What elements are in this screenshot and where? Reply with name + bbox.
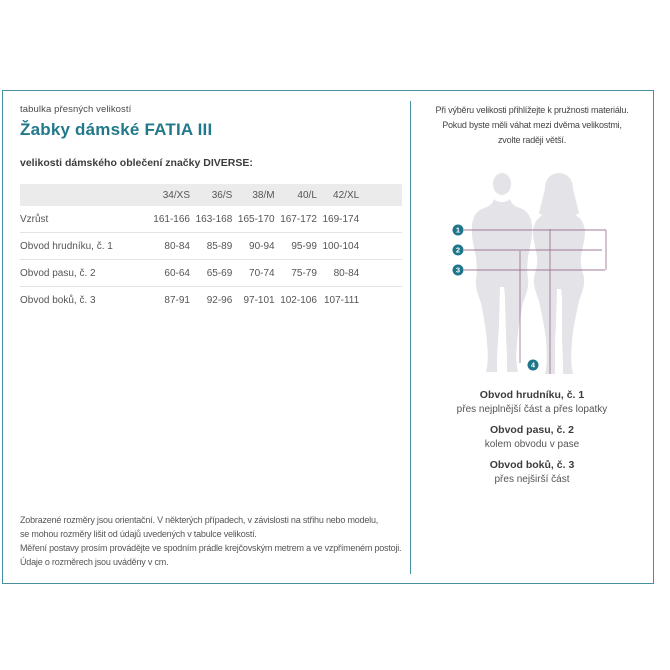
cell-value: 60-64 [148, 260, 190, 287]
size-table-panel [3, 91, 410, 583]
marker-4-label: 4 [530, 360, 536, 370]
advice-line: zvolte raději větší. [497, 135, 567, 145]
cell-value: 95-99 [275, 233, 317, 260]
cell-value: 100-104 [317, 233, 359, 260]
row-label: Obvod pasu, č. 2 [20, 260, 148, 287]
cell-value: 163-168 [190, 206, 232, 233]
page-subtitle: tabulka přesných velikostí [20, 104, 132, 115]
cell-value: 167-172 [275, 206, 317, 233]
page-title: Žabky dámské FATIA III [20, 120, 213, 139]
table-lead: velikosti dámského oblečení značky DIVERSE: [20, 157, 253, 169]
spacer-cell [359, 233, 402, 260]
legend-title: Obvod hrudníku, č. 1 [479, 389, 585, 401]
cell-value: 75-79 [275, 260, 317, 287]
table-row [20, 206, 402, 233]
table-row [20, 260, 402, 287]
row-label: Obvod hrudníku, č. 1 [20, 233, 148, 260]
female-silhouette [530, 173, 585, 374]
cell-value: 70-74 [232, 260, 274, 287]
cell-value: 80-84 [317, 260, 359, 287]
marker-3-label: 3 [455, 265, 461, 275]
measurement-legend [411, 389, 653, 485]
advice-line: Při výběru velikosti přihlížejte k pružnosti materiálu. [435, 105, 629, 115]
row-label: Obvod boků, č. 3 [20, 294, 96, 306]
marker-2-label: 2 [455, 245, 461, 255]
column-header: 40/L [297, 189, 317, 201]
footnote-line: Zobrazené rozměry jsou orientační. V některých případech, v závislosti na střihu nebo modelu, [20, 515, 379, 525]
table-row [20, 233, 402, 260]
male-silhouette [472, 173, 532, 372]
sizing-advice [411, 103, 653, 148]
cell-value: 65-69 [190, 260, 232, 287]
spacer-cell [359, 206, 402, 233]
column-header: 34/XS [162, 189, 190, 201]
cell-value: 87-91 [164, 294, 190, 306]
column-header: 38/M [252, 189, 275, 201]
column-header: 36/S [211, 189, 233, 201]
cell-value: 80-84 [148, 233, 190, 260]
cell-value: 107-111 [323, 294, 360, 306]
row-label: Vzrůst [20, 206, 148, 233]
size-table [20, 184, 402, 313]
legend-desc: přes nejplnější část a přes lopatky [456, 404, 608, 415]
spacer-cell [359, 184, 402, 206]
cell-value: 92-96 [206, 294, 233, 306]
legend-desc: kolem obvodu v pase [484, 439, 580, 450]
footnote-line: Měření postavy prosím provádějte ve spodním prádle krejčovským metrem a ve vzpřímeném postoji. [20, 543, 402, 553]
cell-value: 85-89 [190, 233, 232, 260]
table-row [20, 287, 402, 314]
cell-value: 97-101 [243, 294, 275, 306]
size-table-header-row [20, 184, 402, 206]
footnotes [20, 513, 405, 569]
cell-value: 161-166 [148, 206, 190, 233]
footnote-line: se mohou rozměry lišit od údajů uvedených v tabulce velikostí. [20, 529, 257, 539]
spacer-cell [359, 287, 402, 314]
spacer-cell [359, 260, 402, 287]
cell-value: 90-94 [232, 233, 274, 260]
advice-line: Pokud byste měli váhat mezi dvěma velikostmi, [442, 120, 622, 130]
marker-1-label: 1 [455, 225, 461, 235]
cell-value: 102-106 [280, 294, 317, 306]
body-silhouettes-diagram [424, 167, 640, 379]
measurement-figure [424, 167, 640, 379]
measurement-guide-panel [411, 91, 653, 583]
cell-value: 165-170 [232, 206, 274, 233]
legend-title: Obvod boků, č. 3 [489, 459, 575, 471]
column-header: 42/XL [333, 189, 360, 201]
corner-cell [20, 184, 148, 206]
cell-value: 169-174 [317, 206, 359, 233]
legend-desc: přes nejširší část [494, 474, 570, 485]
legend-title: Obvod pasu, č. 2 [489, 424, 575, 436]
content-frame [2, 90, 654, 584]
footnote-line: Údaje o rozměrech jsou uváděny v cm. [20, 557, 169, 567]
